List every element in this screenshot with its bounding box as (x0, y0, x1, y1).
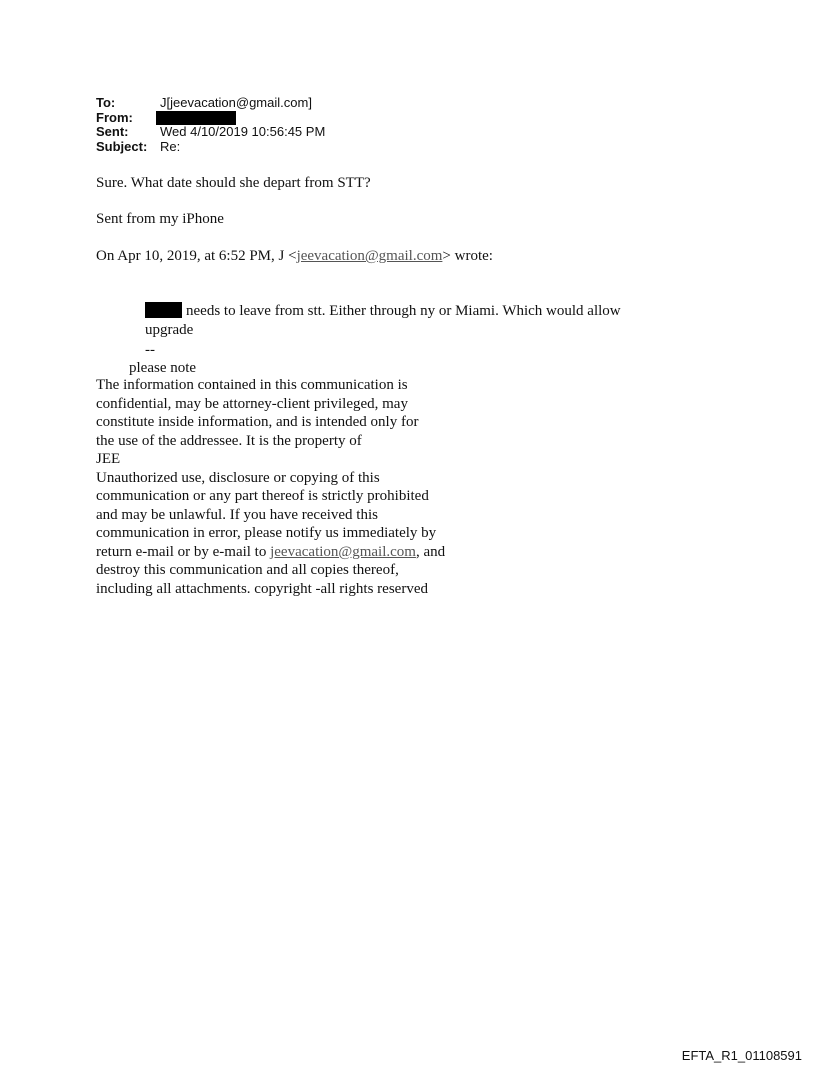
quote-intro-suffix: > wrote: (442, 248, 493, 264)
sent-value: Wed 4/10/2019 10:56:45 PM (160, 124, 326, 139)
redaction-block (156, 111, 236, 125)
quoted-line-1-text: needs to leave from stt. Either through ny or Miami. Which would allow (186, 303, 621, 319)
document-id: EFTA_R1_01108591 (681, 1048, 802, 1063)
signature-note: please note (129, 360, 197, 376)
header-from-row (96, 111, 325, 126)
quoted-line-2: upgrade (145, 322, 194, 338)
subject-value: Re: (160, 138, 181, 154)
signature-separator: -- (145, 342, 155, 358)
disclaimer-line: the use of the addressee. It is the property of (96, 432, 362, 449)
sent-from-iphone: Sent from my iPhone (96, 211, 224, 227)
disclaimer-email-suffix: , and (415, 543, 446, 560)
header-subject-row (96, 140, 325, 155)
disclaimer-line: communication in error, please notify us immediately by (96, 525, 437, 541)
disclaimer-line: constitute inside information, and is intended only for (96, 414, 419, 430)
disclaimer-line: including all attachments. copyright -all rights reserved (96, 580, 428, 597)
reply-text: Sure. What date should she depart from STT? (96, 175, 371, 191)
subject-label: Subject: (96, 138, 148, 154)
header-sent-row (96, 125, 325, 140)
disclaimer-line: and may be unlawful. If you have received this (96, 506, 378, 523)
disclaimer-line: destroy this communication and all copies thereof, (96, 562, 399, 578)
to-label: To: (96, 95, 116, 110)
quoted-line-1 (145, 302, 621, 321)
disclaimer-line: confidential, may be attorney-client privileged, may (96, 395, 408, 412)
confidentiality-disclaimer (96, 376, 445, 598)
quote-intro-email-link[interactable]: jeevacation@gmail.com (296, 248, 443, 264)
email-header (96, 96, 325, 154)
redaction-block (145, 302, 182, 318)
quote-intro (96, 248, 493, 265)
disclaimer-email-link[interactable]: jeevacation@gmail.com (270, 543, 416, 560)
disclaimer-line: communication or any part thereof is strictly prohibited (96, 488, 429, 504)
disclaimer-email-line (96, 543, 445, 562)
disclaimer-line: JEE (96, 451, 121, 467)
from-label: From: (96, 109, 133, 125)
sent-label: Sent: (96, 124, 129, 139)
disclaimer-line: Unauthorized use, disclosure or copying of this (96, 469, 380, 486)
header-to-row (96, 96, 325, 111)
disclaimer-line: The information contained in this communication is (96, 377, 408, 393)
quoted-message (145, 302, 621, 340)
quote-intro-prefix: On Apr 10, 2019, at 6:52 PM, J < (96, 248, 297, 264)
disclaimer-email-prefix: return e-mail or by e-mail to (96, 543, 271, 560)
to-value: J[jeevacation@gmail.com] (160, 95, 312, 110)
